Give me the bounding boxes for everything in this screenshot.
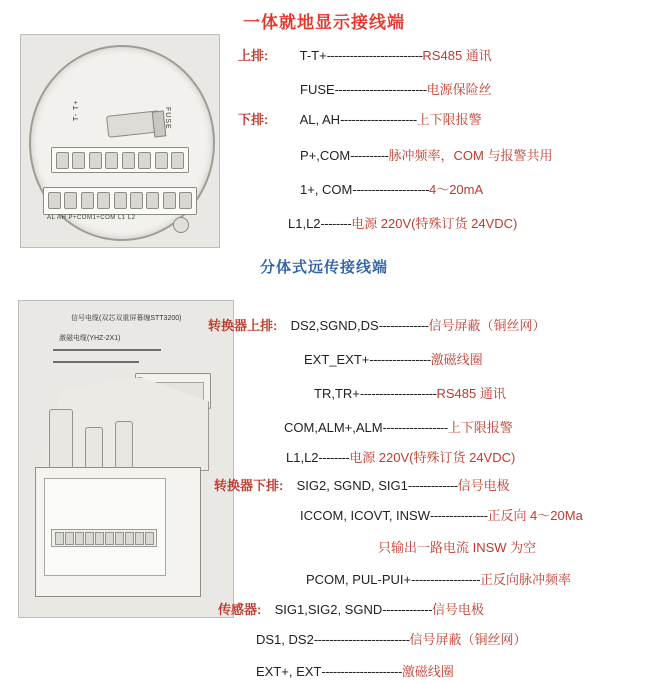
terms-sensor-sig: SIG1,SIG2, SGND: [274, 602, 383, 617]
desc-ext: 激磁线圈: [430, 352, 483, 367]
dash-iccom: ---------------: [430, 508, 488, 523]
terminal-upper-label: T- T+: [73, 99, 80, 121]
callout-row-1com: [300, 182, 483, 197]
terms-tt: T-T+: [299, 48, 327, 63]
callout-row-l1l2: [288, 216, 517, 231]
dash-conv-l1l2: --------: [318, 450, 350, 465]
converter-panel: [44, 478, 166, 576]
terms-sig2: SIG2, SGND, SIG1: [296, 478, 408, 493]
desc-p-com: 脉冲频率，COM 与报警共用: [388, 148, 553, 163]
fuse-label: FUSE: [164, 107, 171, 130]
dash-fuse: ------------------------: [334, 82, 427, 97]
page-title-top: 一体就地显示接线端: [243, 13, 405, 32]
callout-row-pcom-pul: [306, 572, 571, 587]
terms-ext-plus: EXT+, EXT: [256, 664, 322, 679]
desc-ds1-ds2: 信号屏蔽（铜丝网）: [409, 632, 527, 647]
desc-tt: RS485 通讯: [422, 48, 492, 63]
desc-1-com: 4～20mA: [428, 182, 484, 197]
terminal-screws-lower: [48, 192, 192, 208]
desc-ext-plus: 激磁线圈: [401, 664, 454, 679]
dash-p-com: ----------: [350, 148, 389, 163]
callout-row-fuse: [300, 82, 492, 97]
desc-pcom-pul: 正反向脉冲频率: [480, 572, 572, 587]
sensor-tube-b: [85, 427, 103, 469]
page-title-middle: 分体式远传接线端: [259, 259, 388, 276]
desc-insw-note: 只输出一路电流 INSW 为空: [378, 540, 537, 555]
desc-sig2: 信号电极: [457, 478, 510, 493]
terms-l1-l2: L1,L2: [288, 216, 321, 231]
terms-com-alm: COM,ALM+,ALM: [284, 420, 383, 435]
dash-tr: --------------------: [359, 386, 437, 401]
callout-group-lower: [238, 112, 482, 127]
terms-fuse: FUSE: [300, 82, 335, 97]
terms-pcom-pul: PCOM, PUL-PUI+: [306, 572, 412, 587]
terms-ext: EXT_EXT+: [304, 352, 370, 367]
dash-ext-plus: ---------------------: [321, 664, 402, 679]
callout-group-sensor: [218, 602, 484, 617]
desc-com-alm: 上下限报警: [447, 420, 513, 435]
photo-note-coil: 激磁电缆(YHZ-2X1): [59, 335, 121, 342]
ground-screw: [173, 217, 189, 233]
desc-sensor-sig: 信号电极: [432, 602, 485, 617]
desc-tr: RS485 通讯: [436, 386, 506, 401]
sensor-tube-a: [49, 409, 73, 469]
terms-ds2: DS2,SGND,DS: [290, 318, 379, 333]
callout-row-conv-l1l2: [286, 450, 515, 465]
integrated-device-photo: [20, 34, 220, 248]
terms-iccom: ICCOM, ICOVT, INSW: [300, 508, 430, 523]
callout-group-upper: [238, 48, 492, 63]
terms-conv-l1l2: L1,L2: [286, 450, 319, 465]
terminal-screws-upper: [56, 152, 184, 168]
cable-line-2: [53, 361, 139, 363]
desc-al-ah: 上下限报警: [416, 112, 482, 127]
terminal-block-lower: [43, 187, 197, 215]
callout-row-insw-note: [378, 540, 536, 555]
dash-l1-l2: --------: [320, 216, 352, 231]
group-label-sensor: 传感器:: [218, 602, 262, 617]
desc-conv-l1l2: 电源 220V(特殊订货 24VDC): [349, 450, 516, 465]
callout-row-ext: [304, 352, 483, 367]
desc-fuse: 电源保险丝: [426, 82, 492, 97]
callout-row-pcom: [300, 148, 552, 163]
callout-group-converter-lower: [214, 478, 510, 493]
photo-note-cable: 信号电缆(双芯双重屏幕缠STT3200): [71, 315, 182, 322]
callout-row-iccom: [300, 508, 583, 523]
dash-com-alm: -----------------: [382, 420, 448, 435]
converter-enclosure: [35, 467, 201, 597]
dash-ds2: -------------: [378, 318, 429, 333]
callout-row-ext-plus: [256, 664, 454, 679]
terms-ds1-ds2: DS1, DS2: [256, 632, 314, 647]
desc-l1-l2: 电源 220V(特殊订货 24VDC): [351, 216, 518, 231]
dash-1-com: --------------------: [352, 182, 429, 197]
group-label-converter-lower: 转换器下排:: [214, 478, 284, 493]
dash-tt: -------------------------: [326, 48, 423, 63]
dash-ds1-ds2: -------------------------: [313, 632, 410, 647]
terminal-block-upper: [51, 147, 189, 173]
dash-al-ah: --------------------: [340, 112, 417, 127]
group-label-upper: 上排:: [238, 48, 269, 63]
converter-sensor-photo: [18, 300, 234, 618]
terminal-lower-label: AL AH P+COM1+COM L1 L2: [47, 215, 136, 221]
dash-pcom-pul: ------------------: [411, 572, 481, 587]
callout-row-tr: [314, 386, 506, 401]
terms-1-com: 1+, COM: [300, 182, 353, 197]
desc-iccom: 正反向 4～20Ma: [487, 508, 583, 523]
group-label-lower: 下排:: [238, 112, 269, 127]
terms-tr: TR,TR+: [314, 386, 360, 401]
dash-ext: ----------------: [369, 352, 431, 367]
callout-row-ds1-ds2: [256, 632, 527, 647]
cable-line-1: [53, 349, 161, 351]
terms-al-ah: AL, AH: [299, 112, 341, 127]
callout-group-converter-upper: [208, 318, 546, 333]
desc-ds2: 信号屏蔽（铜丝网）: [428, 318, 546, 333]
terms-p-com: P+,COM: [300, 148, 351, 163]
converter-terminal-strip: [51, 529, 157, 547]
callout-row-com-alm: [284, 420, 513, 435]
group-label-converter-upper: 转换器上排:: [208, 318, 278, 333]
sensor-tube-c: [115, 421, 133, 469]
dash-sig2: -------------: [407, 478, 458, 493]
dash-sensor-sig: -------------: [382, 602, 433, 617]
